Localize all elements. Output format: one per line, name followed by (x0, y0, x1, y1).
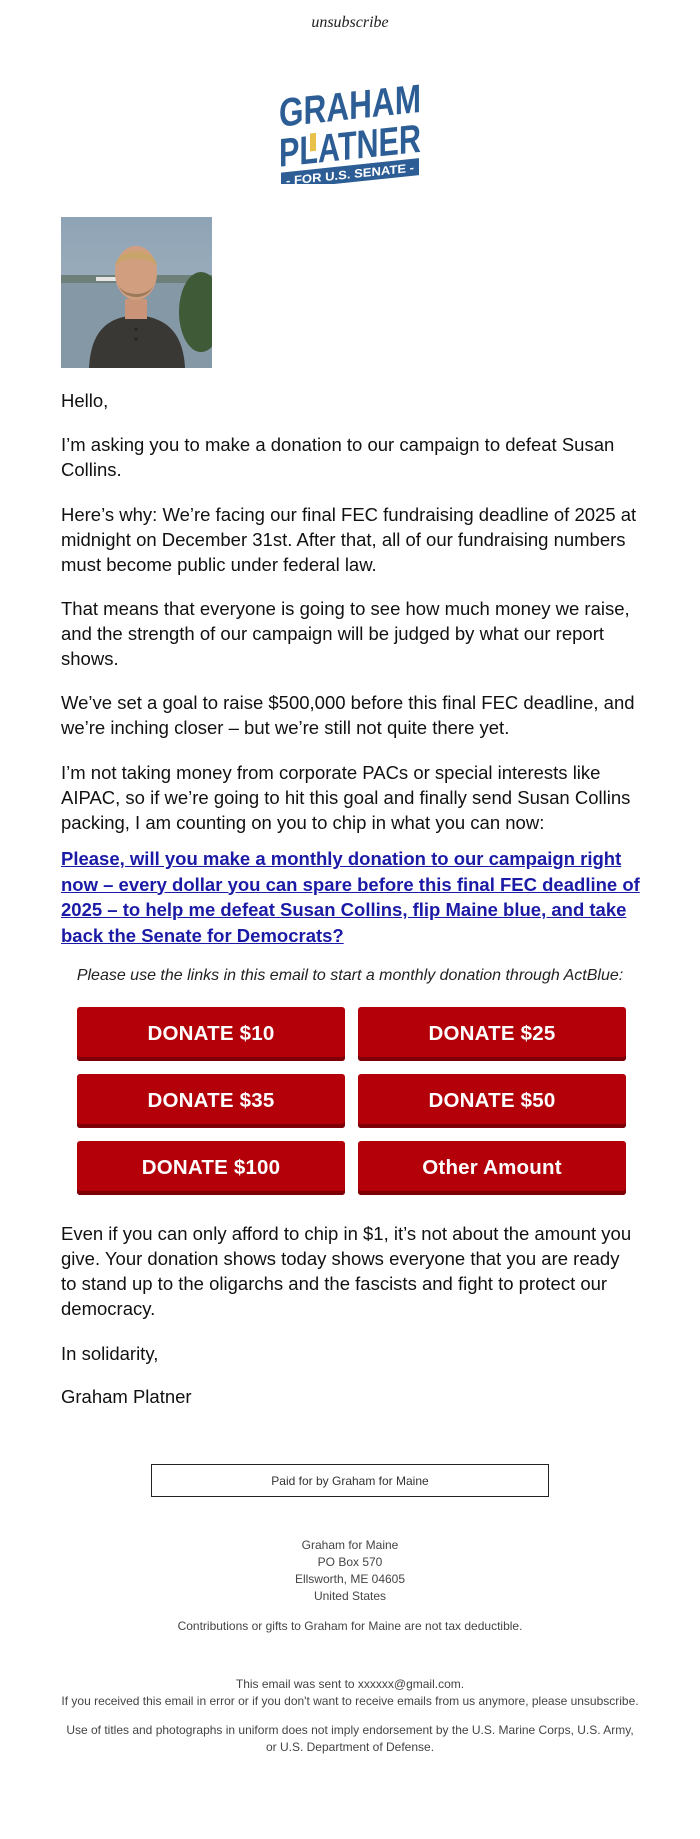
unsubscribe-link[interactable]: unsubscribe (311, 14, 389, 31)
mailing-address (0, 1537, 700, 1605)
logo-line-2: PLATNER (279, 112, 423, 176)
paid-for-box (151, 1464, 549, 1497)
donate-25-button[interactable]: DONATE $25 (358, 1007, 626, 1061)
campaign-logo (277, 68, 423, 184)
address-line: PO Box 570 (317, 1555, 383, 1569)
paragraph-5: I’m not taking money from corporate PACs or special interests like AIPAC, so if we’re going to hit this goal and finally send Susan Collins packing, I am counting on you to chip in what you can now: (61, 762, 631, 833)
paid-for-text: Paid for by Graham for Maine (271, 1473, 429, 1488)
other-amount-button[interactable]: Other Amount (358, 1141, 626, 1195)
paragraph-4: We’ve set a goal to raise $500,000 before this final FEC deadline, and we’re inching closer – but we’re still not quite there yet. (61, 692, 635, 738)
paragraph-2: Here’s why: We’re facing our final FEC fundraising deadline of 2025 at midnight on December 31st. After that, all of our fundraising numbers must become public under federal law. (61, 504, 637, 575)
donation-cta-link[interactable]: Please, will you make a monthly donation to our campaign right now – every dollar you can spare before this final FEC deadline of 2025 – to help me defeat Susan Collins, flip Maine blue, and take back the Senate for Democrats? (61, 848, 640, 946)
closing-paragraph: Even if you can only afford to chip in $1, it’s not about the amount you give. Your donation shows today shows everyone that you are ready to stand up to the oligarchs and the fascists and fight to protect our democracy. (61, 1223, 632, 1319)
actblue-note: Please use the links in this email to start a monthly donation through ActBlue: (76, 967, 624, 984)
military-disclaimer: Use of titles and photographs in uniform does not imply endorsement by the U.S. Marine Corps, U.S. Army, or U.S. Department of Defense. (66, 1723, 634, 1754)
signoff: In solidarity, (61, 1343, 159, 1364)
error-unsubscribe-line[interactable]: If you received this email in error or if you don't want to receive emails from us anymore, please unsubscribe. (61, 1694, 639, 1708)
recipient-email[interactable]: xxxxxx@gmail.com (357, 1677, 461, 1691)
logo-tagline: - FOR U.S. SENATE - (286, 161, 404, 184)
address-line: Graham for Maine (301, 1538, 399, 1552)
sent-to-prefix: This email was sent to (235, 1677, 358, 1691)
donate-35-button[interactable]: DONATE $35 (77, 1074, 345, 1128)
donate-100-button[interactable]: DONATE $100 (77, 1141, 345, 1195)
donate-50-button[interactable]: DONATE $50 (358, 1074, 626, 1128)
tax-note: Contributions or gifts to Graham for Maine are not tax deductible. (177, 1619, 523, 1633)
address-line: United States (313, 1589, 387, 1603)
sent-to-suffix: . (460, 1677, 465, 1691)
sent-to-line (0, 1676, 700, 1693)
paragraph-3: That means that everyone is going to see how much money we raise, and the strength of our campaign will be judged by what our report shows. (61, 598, 630, 669)
candidate-photo (61, 217, 212, 368)
address-line: Ellsworth, ME 04605 (294, 1572, 406, 1586)
logo-maine-mark (310, 133, 316, 152)
signature-name: Graham Platner (61, 1386, 192, 1407)
logo-graphic (277, 68, 423, 184)
greeting: Hello, (61, 390, 109, 411)
logo-line-1: GRAHAM (279, 72, 423, 136)
paragraph-1: I’m asking you to make a donation to our campaign to defeat Susan Collins. (61, 434, 615, 480)
donate-10-button[interactable]: DONATE $10 (77, 1007, 345, 1061)
